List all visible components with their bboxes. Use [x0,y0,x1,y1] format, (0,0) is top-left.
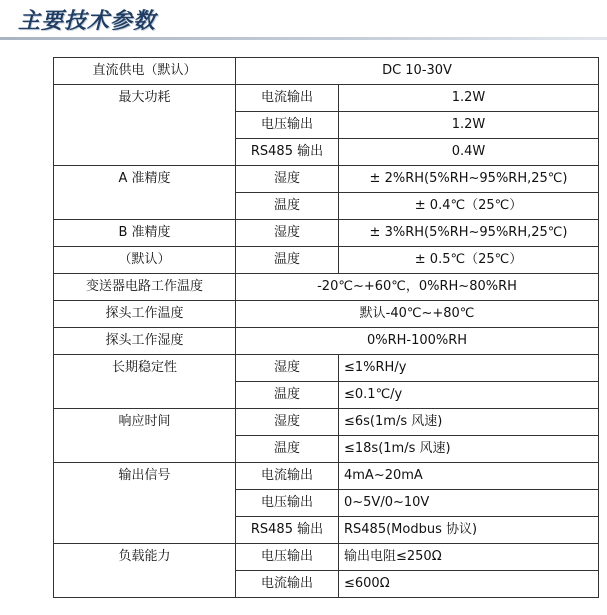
table-row [54,274,599,301]
param-value: ± 0.4℃（25℃） [339,193,599,220]
param-name: B 准精度 [54,220,236,247]
section-title: 主要技术参数 [18,9,157,34]
param-sub: 湿度 [236,355,339,382]
param-name: 负载能力 [54,544,236,598]
table-row [54,301,599,328]
table-row [54,355,599,382]
param-value: 1.2W [339,85,599,112]
param-value: DC 10-30V [236,58,599,85]
param-sub: RS485 输出 [236,139,339,166]
param-sub: 电压输出 [236,112,339,139]
param-name: 最大功耗 [54,85,236,166]
param-sub: 温度 [236,193,339,220]
table-row [54,247,599,274]
param-name: 输出信号 [54,463,236,544]
param-sub: 温度 [236,436,339,463]
param-sub: 湿度 [236,409,339,436]
param-name: 响应时间 [54,409,236,463]
param-value: ≤1%RH/y [339,355,599,382]
spec-table [53,57,599,598]
param-value: ± 0.5℃（25℃） [339,247,599,274]
param-value: ≤600Ω [339,571,599,598]
table-row [54,58,599,85]
table-row [54,220,599,247]
param-value: 1.2W [339,112,599,139]
param-name: 探头工作温度 [54,301,236,328]
param-value: 输出电阻≤250Ω [339,544,599,571]
param-value: RS485(Modbus 协议) [339,517,599,544]
param-name: 探头工作湿度 [54,328,236,355]
param-name-line2: （默认） [54,247,236,274]
param-value: 0~5V/0~10V [339,490,599,517]
param-sub: 电流输出 [236,85,339,112]
table-row [54,544,599,571]
param-value: 0%RH-100%RH [236,328,599,355]
param-sub: 电压输出 [236,544,339,571]
table-row [54,409,599,436]
param-name: 变送器电路工作温度 [54,274,236,301]
table-row [54,463,599,490]
table-row [54,328,599,355]
param-sub: RS485 输出 [236,517,339,544]
param-name: 长期稳定性 [54,355,236,409]
param-value: 0.4W [339,139,599,166]
param-name: 直流供电（默认） [54,58,236,85]
table-row [54,166,599,193]
param-sub: 电压输出 [236,490,339,517]
param-value: 默认-40℃~+80℃ [236,301,599,328]
param-sub: 电流输出 [236,463,339,490]
param-value: ≤6s(1m/s 风速) [339,409,599,436]
param-sub: 温度 [236,382,339,409]
param-sub: 温度 [236,247,339,274]
param-value: ≤0.1℃/y [339,382,599,409]
param-value: -20℃~+60℃，0%RH~80%RH [236,274,599,301]
param-value: ± 2%RH(5%RH~95%RH,25℃) [339,166,599,193]
section-header [0,0,607,44]
param-value: 4mA~20mA [339,463,599,490]
param-sub: 湿度 [236,166,339,193]
param-name: A 准精度 [54,166,236,220]
param-value: ± 3%RH(5%RH~95%RH,25℃) [339,220,599,247]
header-divider [0,37,607,40]
param-sub: 湿度 [236,220,339,247]
param-sub: 电流输出 [236,571,339,598]
param-value: ≤18s(1m/s 风速) [339,436,599,463]
table-row [54,85,599,112]
